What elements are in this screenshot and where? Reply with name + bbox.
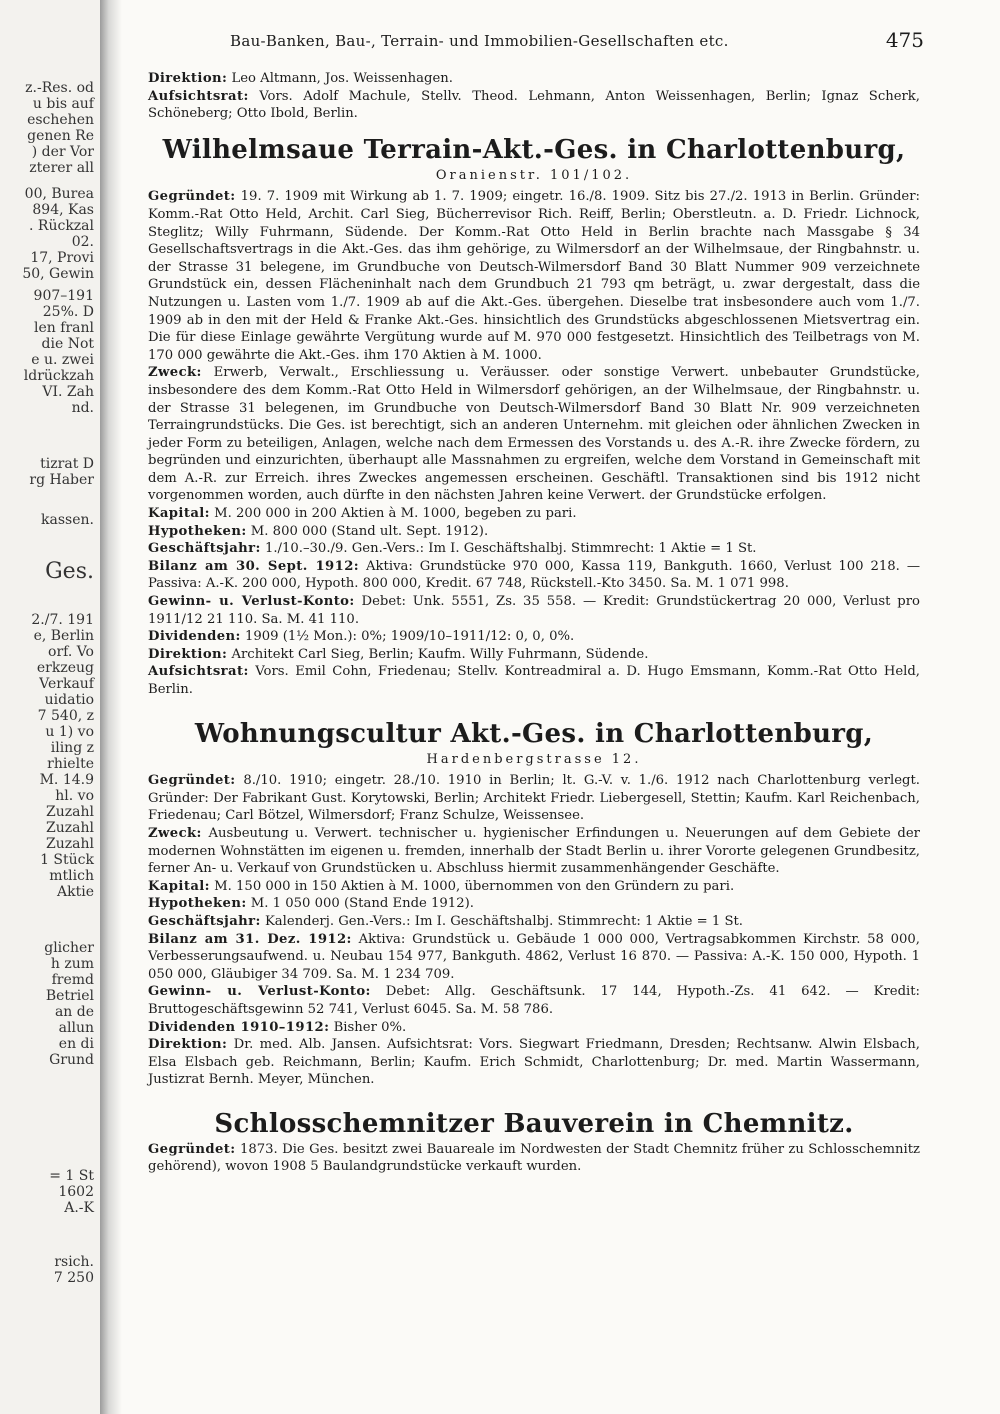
margin-fragment: ldrückzah <box>23 368 94 384</box>
section-gap <box>148 1176 920 1184</box>
margin-fragment: genen Re <box>27 128 94 144</box>
company-heading: Wilhelmsaue Terrain-Akt.-Ges. in Charlottenburg, <box>162 134 906 165</box>
entry-text: 8./10. 1910; eingetr. 28./10. 1910 in Berlin; lt. G.-V. v. 1./6. 1912 nach Charlottenburg verlegt. Gründer: Der Fabrikant Gust. Korytowski, Berlin; Architekt Friedr. Liebergesell, Stettin; Kaufm. Karl Reichenbach, Friedenau; Carl Bötzel, Wilmersdorf; Franz Schulze, Weissensee. <box>148 773 920 824</box>
margin-fragment: uidatio <box>44 692 94 708</box>
entry-text: 1909 (1½ Mon.): 0%; 1909/10–1911/12: 0, 0, 0%. <box>245 629 575 645</box>
entry-text: Aktiva: Grundstück u. Gebäude 1 000 000, Vertragsabkommen Kirchstr. 58 000, Verbesserungsaufwend. u. Neubau 154 977, Bankguth. 4862, Verlust 16 870. — Passiva: A.-K. 150 000, Hypoth. 1 050 000, Gläubiger 34 709. Sa. M. 1 234 709. <box>148 931 920 982</box>
entry-label: Dividenden 1910–1912: <box>148 1019 330 1035</box>
label: Direktion: <box>148 71 228 86</box>
margin-fragment: rg Haber <box>29 472 94 488</box>
entry-text: 19. 7. 1909 mit Wirkung ab 1. 7. 1909; eingetr. 16./8. 1909. Sitz bis 27./2. 1913 in Berlin. Gründer: Komm.-Rat Otto Held, Archit. Carl Sieg, Bücherrevisor Rich. Reiff, Berlin; Oberstleutn. a. D. Friedr. Lichnock, Steglitz; Willy Fuhrmann, Südende. Der Komm.-Rat Otto Held in Berlin brachte nach Massgabe § 34 Gesellschaftsvertrags in die Akt.-Ges. das ihm gehörige, zu Wilmersdorf an der Wilhelmsaue, der Ringbahnstr. u. der Strasse 31 belegene, im Grundbuche von Deutsch-Wilmersdorf Band 30 Blatt Nummer 909 verzeichnete Grundstück ein, dessen Flächeninhalt nach dem Grundbuch 21 793 qm beträgt, u. zwar dergestalt, dass die Nutzungen u. Lasten vom 1./7. 1909 ab auf die Akt.-Ges. übergehen. Dieselbe trat insbesondere auch vom 1./7. 1909 ab in den mit der Held & Franke Akt.-Ges. hinsichtlich des Grundstücks abgeschlossenen Mietsvertrag ein. Die für diese Einlage gewährte Vergütung wurde auf M. 970 000 festgesetzt. Hinsichtlich des Teilbetrags von M. 170 000 gewährte die Akt.-Ges. ihm 170 Aktien à M. 1000. <box>148 189 920 363</box>
margin-fragment: M. 14.9 <box>39 772 94 788</box>
margin-fragment: 50, Gewin <box>22 266 94 282</box>
company-entry <box>148 505 920 523</box>
margin-fragment: die Not <box>41 336 94 352</box>
company-entry <box>148 593 920 628</box>
entry-text: M. 800 000 (Stand ult. Sept. 1912). <box>250 523 489 539</box>
entry-label: Direktion: <box>148 1037 228 1053</box>
margin-fragment: orf. Vo <box>48 644 94 660</box>
running-header <box>122 28 922 54</box>
entry-label: Dividenden: <box>148 629 241 645</box>
margin-fragment: en di <box>58 1036 94 1052</box>
page-number: 475 <box>885 28 924 52</box>
company-entry <box>148 1019 920 1037</box>
margin-fragment: Betriel <box>45 988 94 1004</box>
margin-fragment: h zum <box>50 956 94 972</box>
company-entry <box>148 523 920 541</box>
page <box>122 0 922 1414</box>
margin-fragment: 1602 <box>58 1184 94 1200</box>
margin-fragment: 02. <box>71 234 94 250</box>
margin-fragment: u 1) vo <box>45 724 94 740</box>
margin-fragment: nd. <box>71 400 94 416</box>
margin-fragment: z.-Res. od <box>25 80 94 96</box>
margin-fragment: erkzeug <box>36 660 94 676</box>
company-entry <box>148 772 920 825</box>
margin-fragment: 894, Kas <box>32 202 94 218</box>
margin-fragment: Zuzahl <box>46 804 94 820</box>
entry-text: Kalenderj. Gen.-Vers.: Im I. Geschäftshalbj. Stimmrecht: 1 Aktie = 1 St. <box>264 913 743 929</box>
margin-fragment: Zuzahl <box>46 820 94 836</box>
margin-fragment: ) der Vor <box>31 144 94 160</box>
margin-fragment: an de <box>54 1004 94 1020</box>
entry-label: Kapital: <box>148 506 210 522</box>
entry-text: 1873. Die Ges. besitzt zwei Bauareale im Nordwesten der Stadt Chemnitz früher zu Schlosschemnitz gehörend), wovon 1908 5 Baulandgrundstücke verkauft wurden. <box>148 1141 920 1175</box>
margin-fragment: eschehen <box>27 112 94 128</box>
margin-fragment: zterer all <box>29 160 94 176</box>
company-entry <box>148 540 920 558</box>
margin-fragment: Zuzahl <box>46 836 94 852</box>
company-entry <box>148 1036 920 1089</box>
entry-text: 1./10.–30./9. Gen.-Vers.: Im I. Geschäftshalbj. Stimmrecht: 1 Aktie = 1 St. <box>264 541 757 557</box>
entry-label: Direktion: <box>148 646 228 662</box>
text: Vors. Adolf Machule, Stellv. Theod. Lehmann, Anton Weissenhagen, Berlin; Ignaz Scherk, Schöneberg; Otto Ibold, Berlin. <box>148 88 920 122</box>
page-gutter <box>100 0 122 1414</box>
margin-fragment: . Rückzal <box>29 218 94 234</box>
company-entry <box>148 825 920 878</box>
company-entry <box>148 663 920 698</box>
entry-text: Aktiva: Grundstücke 970 000, Kassa 119, Bankguth. 1660, Verlust 100 218. — Passiva: A.-K. 200 000, Hypoth. 800 000, Kredit. 67 748, Rückstell.-Kto 3450. Sa. M. 1 071 998. <box>148 558 921 592</box>
intro-aufsichtsrat <box>148 88 920 123</box>
entry-text: Dr. med. Alb. Jansen. Aufsichtsrat: Vors. Siegwart Friedmann, Dresden; Rechtsanw. Alwin Elsbach, Elsa Elsbach geb. Reichmann, Berlin; Kaufm. Erich Schmidt, Charlottenburg; Dr. med. Martin Wassermann, Justizrat Bernh. Meyer, München. <box>148 1037 920 1088</box>
company-entry <box>148 931 920 984</box>
margin-fragment: 7 250 <box>53 1270 94 1286</box>
margin-fragment: VI. Zah <box>42 384 94 400</box>
text: Leo Altmann, Jos. Weissenhagen. <box>231 71 453 86</box>
company-entry <box>148 364 920 505</box>
entry-text: Erwerb, Verwalt., Erschliessung u. Veräusser. oder sonstige Verwert. unbebauter Grundstücke, insbesondere des dem Komm.-Rat Otto Held in Wilmersdorf gehörigen, an der Wilhelmsaue, der Ringbahnstr. u. der Strasse 31 belegenen, im Grundbuche von Deutsch-Wilmersdorf Band 30 Blatt Nr. 909 verzeichneten Terraingrundstücks. Die Ges. ist berechtigt, sich an anderen Unternehm. mit gleichen oder ähnlichen Zwecken in jeder Form zu beteiligen, Anlagen, welche nach dem Ermessen des Vorstands u. des A.-R. ihre Zwecke fördern, zu begründen und einzurichten, überhaupt alle Massnahmen zu ergreifen, welche dem Vorstand in Gemeinschaft mit dem A.-R. zur Erreich. ihres Zweckes angemessen erscheinen. Geschäftl. Transaktionen sind bis 1912 nicht vorgenommen worden, auch dürfte in den nächsten Jahren keine Verwert. der Grundstücke erfolgen. <box>148 365 920 504</box>
margin-fragment: = 1 St <box>49 1168 94 1184</box>
company-address: Hardenbergstrasse 12. <box>426 751 642 767</box>
entry-label: Bilanz am 30. Sept. 1912: <box>148 558 360 574</box>
entry-text: Debet: Allg. Geschäftsunk. 17 144, Hypoth.-Zs. 41 642. — Kredit: Bruttogeschäftsgewinn 52 741, Verlust 6045. Sa. M. 58 786. <box>148 984 920 1017</box>
entry-label: Gegründet: <box>148 189 236 205</box>
margin-fragment: kassen. <box>41 512 94 528</box>
company-heading: Wohnungscultur Akt.-Ges. in Charlottenburg, <box>194 718 874 749</box>
company-entry <box>148 188 920 364</box>
company-entry <box>148 913 920 931</box>
margin-fragment: Verkauf <box>39 676 94 692</box>
margin-fragment: 2./7. 191 <box>31 612 94 628</box>
margin-fragment: 00, Burea <box>24 186 94 202</box>
company-entry <box>148 983 920 1018</box>
entry-text: M. 200 000 in 200 Aktien à M. 1000, begeben zu pari. <box>214 506 577 522</box>
label: Aufsichtsrat: <box>148 88 249 104</box>
company-entry <box>148 646 920 664</box>
margin-fragment: 907–191 <box>33 288 94 304</box>
margin-fragment: iling z <box>50 740 94 756</box>
margin-fragment: Ges. <box>45 559 94 584</box>
entry-label: Gegründet: <box>148 773 236 789</box>
entry-text: Debet: Unk. 5551, Zs. 35 558. — Kredit: Grundstückertrag 20 000, Verlust pro 1911/12 21 110. Sa. M. 41 110. <box>148 594 920 627</box>
margin-fragment: e u. zwei <box>31 352 94 368</box>
margin-fragment: mtlich <box>49 868 94 884</box>
margin-fragment: tizrat D <box>40 456 94 472</box>
margin-fragment: 17, Provi <box>30 250 94 266</box>
margin-fragment: 25%. D <box>42 304 94 320</box>
company-list <box>148 133 920 1184</box>
margin-fragment: rhielte <box>47 756 94 772</box>
entry-label: Hypotheken: <box>148 523 247 539</box>
page-body <box>148 70 920 1184</box>
margin-fragment: fremd <box>51 972 94 988</box>
margin-fragment: Grund <box>49 1052 94 1068</box>
company-entry <box>148 878 920 896</box>
margin-fragment: A.-K <box>64 1200 94 1216</box>
entry-label: Zweck: <box>148 825 202 841</box>
entry-text: M. 150 000 in 150 Aktien à M. 1000, übernommen von den Gründern zu pari. <box>214 878 735 894</box>
margin-fragment: 7 540, z <box>37 708 94 724</box>
entry-text: Ausbeutung u. Verwert. technischer u. hygienischer Erfindungen u. Neuerungen auf dem Gebiete der modernen Wohnstätten im eigenen u. fremden, innerhalb der Stadt Berlin u. ihrer Vororte gelegenen Grundbesitz, ferner An- u. Verkauf von Grundstücken u. Abschluss hiermit zusammenhängender Geschäfte. <box>148 825 920 877</box>
margin-fragment: e, Berlin <box>33 628 94 644</box>
entry-label: Geschäftsjahr: <box>148 913 261 929</box>
margin-fragment: u bis auf <box>32 96 94 112</box>
entry-label: Aufsichtsrat: <box>148 664 249 680</box>
company-heading: Schlosschemnitzer Bauverein in Chemnitz. <box>214 1108 854 1139</box>
entry-label: Bilanz am 31. Dez. 1912: <box>148 931 352 947</box>
margin-fragment: Aktie <box>57 884 94 900</box>
entry-text: M. 1 050 000 (Stand Ende 1912). <box>250 896 474 912</box>
entry-label: Gewinn- u. Verlust-Konto: <box>148 594 355 610</box>
entry-label: Geschäftsjahr: <box>148 541 261 557</box>
margin-fragment: glicher <box>44 940 94 956</box>
company-address: Oranienstr. 101/102. <box>435 167 633 183</box>
margin-fragment: hl. vo <box>55 788 94 804</box>
header-title: Bau-Banken, Bau-, Terrain- und Immobilien-Gesellschaften etc. <box>230 32 729 50</box>
entry-label: Zweck: <box>148 365 202 381</box>
company-entry <box>148 558 920 593</box>
previous-page-margin <box>0 0 100 1414</box>
entry-text: Bisher 0%. <box>333 1019 407 1035</box>
entry-text: Vors. Emil Cohn, Friedenau; Stellv. Kontreadmiral a. D. Hugo Emsmann, Komm.-Rat Otto Held, Berlin. <box>148 664 920 697</box>
company-entry <box>148 1141 920 1176</box>
margin-fragment: allun <box>58 1020 94 1036</box>
margin-fragment: rsich. <box>54 1254 94 1270</box>
section-gap <box>148 699 920 707</box>
entry-label: Gewinn- u. Verlust-Konto: <box>148 984 371 1000</box>
margin-fragment: len franl <box>34 320 94 336</box>
margin-fragment: 1 Stück <box>40 852 94 868</box>
entry-text: Architekt Carl Sieg, Berlin; Kaufm. Willy Fuhrmann, Südende. <box>231 646 649 662</box>
intro-direktion <box>148 70 920 88</box>
section-gap <box>148 1089 920 1097</box>
company-entry <box>148 895 920 913</box>
entry-label: Hypotheken: <box>148 896 247 912</box>
entry-label: Kapital: <box>148 878 210 894</box>
company-entry <box>148 628 920 646</box>
entry-label: Gegründet: <box>148 1141 236 1157</box>
